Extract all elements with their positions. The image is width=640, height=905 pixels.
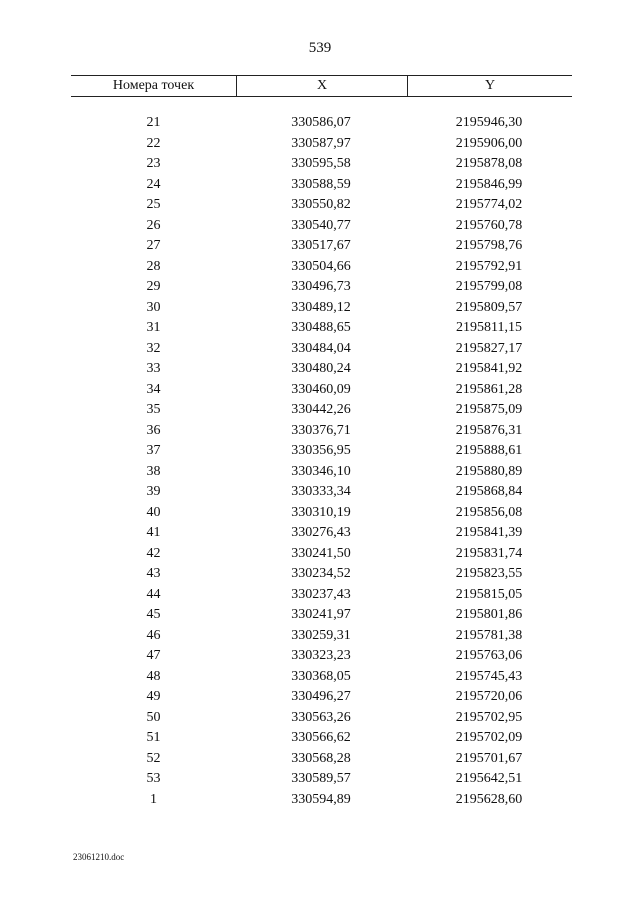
y-coordinate-cell: 2195642,51 bbox=[455, 771, 523, 786]
y-coordinate-cell: 2195702,95 bbox=[455, 709, 523, 725]
x-coordinate-cell: 330484,04 bbox=[291, 340, 351, 356]
y-coordinate-cell: 2195875,09 bbox=[455, 402, 523, 417]
x-coordinate-cell: 330480,24 bbox=[291, 361, 351, 376]
y-coordinate-cell: 2195811,15 bbox=[456, 320, 522, 335]
point-number-cell: 41 bbox=[146, 525, 161, 540]
table-row bbox=[71, 421, 572, 442]
table-row bbox=[71, 339, 572, 360]
table-header bbox=[71, 75, 572, 97]
x-coordinate-cell: 330504,66 bbox=[291, 258, 351, 274]
point-number-cell: 28 bbox=[146, 258, 161, 274]
point-number-cell: 39 bbox=[146, 484, 161, 499]
header-x: X bbox=[237, 76, 408, 96]
y-coordinate-cell: 2195745,43 bbox=[455, 668, 523, 684]
x-coordinate-cell: 330237,43 bbox=[291, 586, 351, 602]
point-number-cell: 30 bbox=[146, 299, 161, 315]
y-coordinate-cell: 2195846,99 bbox=[455, 176, 523, 192]
point-number-cell: 32 bbox=[146, 340, 161, 356]
point-number-cell: 24 bbox=[146, 176, 161, 192]
x-coordinate-cell: 330517,67 bbox=[291, 238, 351, 253]
y-coordinate-cell: 2195868,84 bbox=[455, 484, 523, 499]
x-coordinate-cell: 330356,95 bbox=[291, 443, 351, 458]
table-row bbox=[71, 216, 572, 237]
table-row bbox=[71, 298, 572, 319]
table-row bbox=[71, 257, 572, 278]
point-number-cell: 47 bbox=[146, 648, 161, 663]
y-coordinate-cell: 2195809,57 bbox=[455, 299, 523, 315]
y-coordinate-cell: 2195856,08 bbox=[455, 504, 523, 520]
point-number-cell: 44 bbox=[146, 586, 161, 602]
point-number-cell: 49 bbox=[146, 689, 161, 704]
table-row bbox=[71, 380, 572, 401]
y-coordinate-cell: 2195888,61 bbox=[455, 443, 523, 458]
x-coordinate-cell: 330276,43 bbox=[291, 525, 351, 540]
x-coordinate-cell: 330368,05 bbox=[291, 668, 351, 684]
point-number-cell: 22 bbox=[146, 135, 161, 151]
x-coordinate-cell: 330568,28 bbox=[291, 750, 351, 766]
table-row bbox=[71, 708, 572, 729]
y-coordinate-cell: 2195781,38 bbox=[455, 627, 523, 643]
y-coordinate-cell: 2195798,76 bbox=[455, 238, 523, 253]
point-number-cell: 52 bbox=[146, 750, 161, 766]
point-number-cell: 50 bbox=[146, 709, 161, 725]
table-row bbox=[71, 728, 572, 749]
x-coordinate-cell: 330460,09 bbox=[291, 381, 351, 397]
x-coordinate-cell: 330563,26 bbox=[291, 709, 351, 725]
table-row bbox=[71, 523, 572, 544]
table-row bbox=[71, 482, 572, 503]
point-number-cell: 51 bbox=[146, 730, 161, 745]
point-number-cell: 26 bbox=[146, 217, 161, 233]
point-number-cell: 27 bbox=[146, 238, 161, 253]
header-point-number: Номера точек bbox=[71, 76, 237, 96]
point-number-cell: 35 bbox=[146, 402, 161, 417]
point-number-cell: 34 bbox=[146, 381, 161, 397]
table-row bbox=[71, 113, 572, 134]
y-coordinate-cell: 2195880,89 bbox=[455, 463, 523, 479]
y-coordinate-cell: 2195841,92 bbox=[455, 361, 523, 376]
table-row bbox=[71, 626, 572, 647]
header-y: Y bbox=[484, 78, 496, 93]
x-coordinate-cell: 330489,12 bbox=[291, 299, 351, 315]
x-coordinate-cell: 330259,31 bbox=[291, 627, 351, 643]
point-number-cell: 48 bbox=[146, 668, 161, 684]
x-coordinate-cell: 330376,71 bbox=[291, 422, 351, 438]
table-row bbox=[71, 154, 572, 175]
x-coordinate-cell: 330234,52 bbox=[291, 566, 351, 581]
table-row bbox=[71, 441, 572, 462]
page-number: 539 bbox=[308, 40, 332, 56]
table-row bbox=[71, 175, 572, 196]
table-row bbox=[71, 400, 572, 421]
y-coordinate-cell: 2195827,17 bbox=[455, 340, 523, 356]
point-number-cell: 31 bbox=[146, 320, 161, 335]
point-number-cell: 1 bbox=[150, 791, 157, 807]
y-coordinate-cell: 2195763,06 bbox=[455, 648, 523, 663]
x-coordinate-cell: 330241,50 bbox=[291, 545, 351, 561]
y-coordinate-cell: 2195628,60 bbox=[455, 791, 523, 807]
y-coordinate-cell: 2195792,91 bbox=[455, 258, 523, 274]
table-row bbox=[71, 544, 572, 565]
point-number-cell: 42 bbox=[146, 545, 161, 561]
table-row bbox=[71, 646, 572, 667]
y-coordinate-cell: 2195701,67 bbox=[455, 750, 523, 766]
x-coordinate-cell: 330566,62 bbox=[291, 730, 351, 745]
y-coordinate-cell: 2195906,00 bbox=[455, 135, 523, 151]
point-number-cell: 53 bbox=[146, 771, 161, 786]
point-number-cell: 40 bbox=[146, 504, 161, 520]
x-coordinate-cell: 330589,57 bbox=[291, 771, 351, 786]
point-number-cell: 23 bbox=[146, 156, 161, 171]
file-name-footer: 23061210.doc bbox=[73, 852, 125, 862]
y-coordinate-cell: 2195861,28 bbox=[455, 381, 523, 397]
table-row bbox=[71, 605, 572, 626]
y-coordinate-cell: 2195774,02 bbox=[455, 197, 523, 212]
table-row bbox=[71, 790, 572, 811]
x-coordinate-cell: 330540,77 bbox=[291, 217, 351, 233]
table-row bbox=[71, 667, 572, 688]
x-coordinate-cell: 330587,97 bbox=[291, 135, 351, 151]
point-number-cell: 33 bbox=[146, 361, 161, 376]
y-coordinate-cell: 2195815,05 bbox=[455, 586, 523, 602]
y-coordinate-cell: 2195720,06 bbox=[455, 689, 523, 704]
x-coordinate-cell: 330550,82 bbox=[291, 197, 351, 212]
table-row bbox=[71, 236, 572, 257]
table-row bbox=[71, 769, 572, 790]
x-coordinate-cell: 330346,10 bbox=[291, 463, 351, 479]
y-coordinate-cell: 2195841,39 bbox=[455, 525, 523, 540]
x-coordinate-cell: 330241,97 bbox=[291, 607, 351, 622]
x-coordinate-cell: 330588,59 bbox=[291, 176, 351, 192]
x-coordinate-cell: 330442,26 bbox=[291, 402, 351, 417]
table-row bbox=[71, 749, 572, 770]
table-row bbox=[71, 503, 572, 524]
x-coordinate-cell: 330488,65 bbox=[291, 320, 351, 335]
table-row bbox=[71, 277, 572, 298]
y-coordinate-cell: 2195823,55 bbox=[455, 566, 523, 581]
point-number-cell: 36 bbox=[146, 422, 161, 438]
point-number-cell: 43 bbox=[146, 566, 161, 581]
y-coordinate-cell: 2195878,08 bbox=[455, 156, 523, 171]
y-coordinate-cell: 2195876,31 bbox=[455, 422, 523, 438]
table-row bbox=[71, 195, 572, 216]
x-coordinate-cell: 330594,89 bbox=[291, 791, 351, 807]
table-row bbox=[71, 318, 572, 339]
y-coordinate-cell: 2195799,08 bbox=[455, 279, 523, 294]
point-number-cell: 46 bbox=[146, 627, 161, 643]
x-coordinate-cell: 330586,07 bbox=[291, 115, 351, 130]
table-row bbox=[71, 564, 572, 585]
table-row bbox=[71, 687, 572, 708]
x-coordinate-cell: 330496,27 bbox=[291, 689, 351, 704]
y-coordinate-cell: 2195760,78 bbox=[455, 217, 523, 233]
point-number-cell: 38 bbox=[146, 463, 161, 479]
point-number-cell: 37 bbox=[146, 443, 161, 458]
x-coordinate-cell: 330310,19 bbox=[291, 504, 351, 520]
point-number-cell: 21 bbox=[146, 115, 161, 130]
table-row bbox=[71, 585, 572, 606]
table-row bbox=[71, 462, 572, 483]
table-row bbox=[71, 359, 572, 380]
y-coordinate-cell: 2195801,86 bbox=[455, 607, 523, 622]
point-number-cell: 29 bbox=[146, 279, 161, 294]
table-row bbox=[71, 134, 572, 155]
x-coordinate-cell: 330595,58 bbox=[291, 156, 351, 171]
y-coordinate-cell: 2195831,74 bbox=[455, 545, 523, 561]
x-coordinate-cell: 330496,73 bbox=[291, 279, 351, 294]
point-number-cell: 45 bbox=[146, 607, 161, 622]
x-coordinate-cell: 330333,34 bbox=[291, 484, 351, 499]
coordinates-table-body bbox=[71, 113, 572, 810]
y-coordinate-cell: 2195702,09 bbox=[455, 730, 523, 745]
point-number-cell: 25 bbox=[146, 197, 161, 212]
x-coordinate-cell: 330323,23 bbox=[291, 648, 351, 663]
y-coordinate-cell: 2195946,30 bbox=[455, 115, 523, 130]
